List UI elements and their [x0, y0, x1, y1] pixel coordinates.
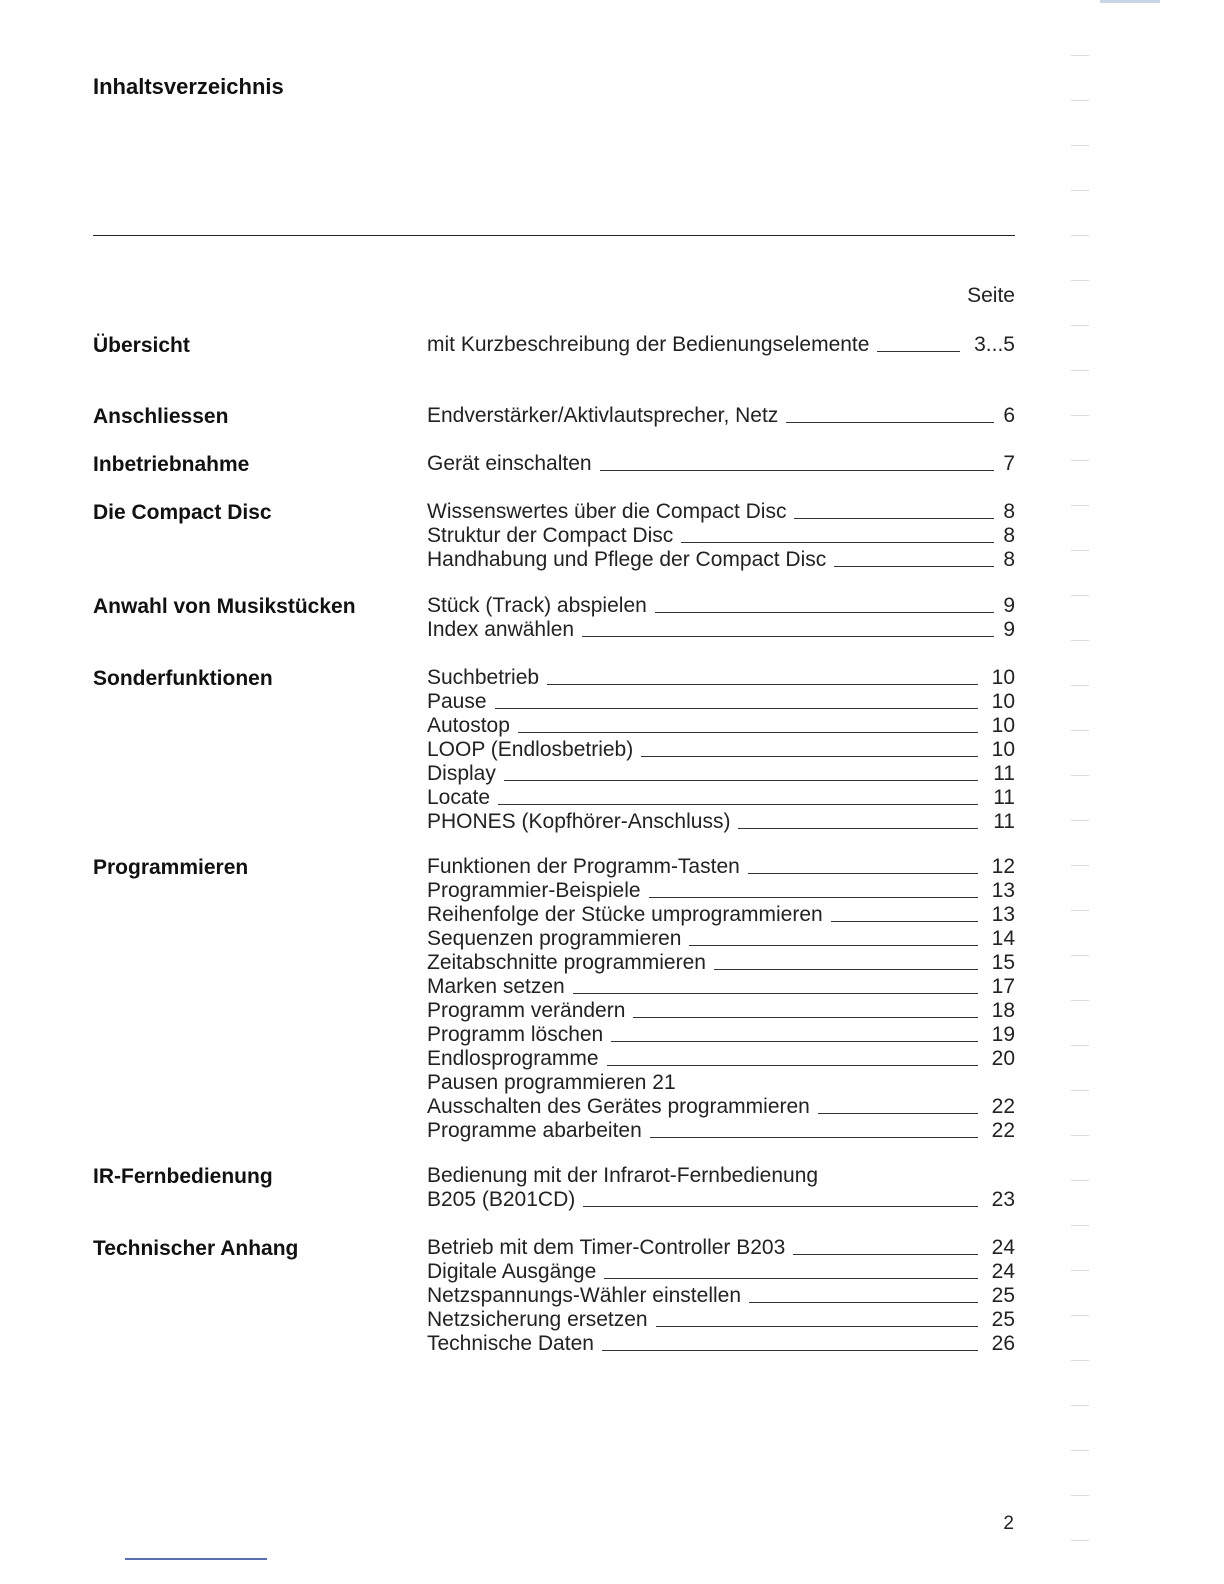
leader-line: [834, 566, 994, 567]
toc-entry: [427, 1284, 1015, 1308]
margin-tick: [1071, 1450, 1089, 1451]
leader-line: [786, 422, 994, 423]
toc-entry: [427, 951, 1015, 975]
toc-entry-title: Autostop: [427, 714, 510, 737]
margin-tick: [1071, 460, 1089, 461]
margin-tick: [1071, 100, 1089, 101]
section-heading: Die Compact Disc: [93, 501, 272, 524]
toc-entry-page: 15: [991, 951, 1015, 974]
toc-entry-page: 14: [991, 927, 1015, 950]
toc-entry: [427, 1236, 1015, 1260]
toc-entry-page: 13: [991, 879, 1015, 902]
toc-entry-page: 10: [991, 738, 1015, 761]
toc-entry: [427, 1047, 1015, 1071]
toc-entry-title: Digitale Ausgänge: [427, 1260, 597, 1283]
margin-tick: [1071, 820, 1089, 821]
toc-entry-title: Ausschalten des Gerätes programmieren: [427, 1095, 810, 1118]
toc-entry: [427, 786, 1015, 810]
margin-tick: [1071, 1495, 1089, 1496]
toc-entry-title: Pausen programmieren 21: [427, 1071, 676, 1094]
toc-entry-page: 7: [1003, 452, 1015, 475]
toc-entry: [427, 1260, 1015, 1284]
toc-entry: [427, 762, 1015, 786]
toc-entry-page: 17: [991, 975, 1015, 998]
toc-entry-page: 11: [993, 810, 1015, 833]
toc-entry: [427, 1188, 1015, 1212]
toc-entry: [427, 1071, 676, 1095]
section-heading: Anschliessen: [93, 405, 229, 428]
leader-line: [748, 873, 978, 874]
toc-entry: [427, 1119, 1015, 1143]
toc-entry-title: Struktur der Compact Disc: [427, 524, 674, 547]
toc-entry-title: Wissenswertes über die Compact Disc: [427, 500, 787, 523]
margin-tick: [1071, 910, 1089, 911]
toc-entry-title: mit Kurzbeschreibung der Bedienungselemente: [427, 333, 870, 356]
margin-tick-marks: [1071, 0, 1091, 1584]
toc-entry-title: Pause: [427, 690, 487, 713]
margin-tick: [1071, 955, 1089, 956]
toc-entry-title: Handhabung und Pflege der Compact Disc: [427, 548, 827, 571]
toc-entry-title: Reihenfolge der Stücke umprogrammieren: [427, 903, 823, 926]
toc-entry-title: Programm verändern: [427, 999, 626, 1022]
leader-line: [831, 921, 978, 922]
toc-entry: [427, 690, 1015, 714]
toc-entry-title: B205 (B201CD): [427, 1188, 576, 1211]
margin-tick: [1071, 1180, 1089, 1181]
toc-entry: [427, 1164, 818, 1188]
section-heading: Inbetriebnahme: [93, 453, 250, 476]
toc-entry-page: 9: [1003, 594, 1015, 617]
margin-tick: [1071, 55, 1089, 56]
toc-entry-title: Programm löschen: [427, 1023, 604, 1046]
leader-line: [611, 1041, 978, 1042]
margin-tick: [1071, 1540, 1089, 1541]
toc-entry-title: LOOP (Endlosbetrieb): [427, 738, 634, 761]
leader-line: [650, 1137, 978, 1138]
leader-line: [738, 828, 978, 829]
leader-line: [582, 636, 994, 637]
margin-tick: [1071, 640, 1089, 641]
toc-entry: [427, 855, 1015, 879]
toc-entry-title: Sequenzen programmieren: [427, 927, 682, 950]
leader-line: [877, 351, 960, 352]
margin-tick: [1071, 595, 1089, 596]
leader-line: [547, 684, 978, 685]
toc-entry-page: 11: [993, 762, 1015, 785]
toc-entry: [427, 548, 1015, 572]
toc-entry: [427, 524, 1015, 548]
margin-tick: [1071, 1000, 1089, 1001]
leader-line: [495, 708, 978, 709]
section-heading: Programmieren: [93, 856, 249, 879]
toc-entry-page: 10: [991, 666, 1015, 689]
leader-line: [714, 969, 978, 970]
toc-entry-page: 24: [991, 1260, 1015, 1283]
toc-entry-title: Endverstärker/Aktivlautsprecher, Netz: [427, 404, 779, 427]
toc-entry-page: 20: [991, 1047, 1015, 1070]
toc-entry-title: Display: [427, 762, 496, 785]
toc-entry-page: 10: [991, 690, 1015, 713]
leader-line: [656, 1326, 978, 1327]
margin-tick: [1071, 145, 1089, 146]
toc-entry-page: 3...5: [974, 333, 1015, 356]
margin-tick: [1071, 1360, 1089, 1361]
toc-entry: [427, 999, 1015, 1023]
toc-entry-title: Netzsicherung ersetzen: [427, 1308, 648, 1331]
leader-line: [573, 993, 978, 994]
toc-entry: [427, 714, 1015, 738]
toc-entry-page: 6: [1003, 404, 1015, 427]
toc-entry: [427, 618, 1015, 642]
toc-entry: [427, 666, 1015, 690]
toc-entry-page: 25: [991, 1308, 1015, 1331]
toc-entry-title: Suchbetrieb: [427, 666, 540, 689]
toc-entry: [427, 452, 1015, 476]
margin-tick: [1071, 1135, 1089, 1136]
section-heading: Anwahl von Musikstücken: [93, 595, 356, 618]
toc-entry-page: 8: [1003, 524, 1015, 547]
toc-entry-page: 8: [1003, 548, 1015, 571]
margin-tick: [1071, 685, 1089, 686]
toc-entry-page: 9: [1003, 618, 1015, 641]
margin-tick: [1071, 1315, 1089, 1316]
page-column-label: Seite: [967, 284, 1015, 307]
toc-entry: [427, 879, 1015, 903]
toc-entry: [427, 1095, 1015, 1119]
leader-line: [793, 1254, 978, 1255]
toc-entry-page: 22: [991, 1119, 1015, 1142]
leader-line: [641, 756, 978, 757]
toc-entry: [427, 500, 1015, 524]
toc-entry: [427, 1308, 1015, 1332]
toc-entry-title: Programme abarbeiten: [427, 1119, 642, 1142]
margin-tick: [1071, 235, 1089, 236]
toc-entry-title: Stück (Track) abspielen: [427, 594, 647, 617]
margin-tick: [1071, 1405, 1089, 1406]
toc-entry: [427, 903, 1015, 927]
margin-tick: [1071, 280, 1089, 281]
toc-entry: [427, 404, 1015, 428]
leader-line: [518, 732, 978, 733]
toc-entry: [427, 738, 1015, 762]
margin-tick: [1071, 190, 1089, 191]
toc-entry-page: 19: [991, 1023, 1015, 1046]
toc-entry-page: 11: [993, 786, 1015, 809]
margin-tick: [1071, 415, 1089, 416]
section-heading: Sonderfunktionen: [93, 667, 273, 690]
leader-line: [818, 1113, 978, 1114]
toc-entry-page: 22: [991, 1095, 1015, 1118]
toc-entry-title: PHONES (Kopfhörer-Anschluss): [427, 810, 731, 833]
toc-entry-title: Programmier-Beispiele: [427, 879, 641, 902]
margin-tick: [1071, 550, 1089, 551]
leader-line: [649, 897, 978, 898]
toc-entry-page: 25: [991, 1284, 1015, 1307]
margin-tick: [1071, 865, 1089, 866]
toc-entry-page: 23: [991, 1188, 1015, 1211]
leader-line: [583, 1206, 978, 1207]
toc-entry: [427, 1023, 1015, 1047]
toc-entry: [427, 594, 1015, 618]
toc-entry-title: Locate: [427, 786, 491, 809]
toc-entry: [427, 975, 1015, 999]
leader-line: [498, 804, 978, 805]
toc-entry-page: 26: [991, 1332, 1015, 1355]
toc-entry: [427, 333, 1015, 357]
toc-entry-title: Technische Daten: [427, 1332, 594, 1355]
toc-entry-title: Index anwählen: [427, 618, 575, 641]
toc-entry-title: Gerät einschalten: [427, 452, 592, 475]
leader-line: [504, 780, 978, 781]
margin-tick: [1071, 1225, 1089, 1226]
document-title: Inhaltsverzeichnis: [93, 74, 284, 99]
toc-entry-title: Marken setzen: [427, 975, 565, 998]
margin-tick: [1071, 775, 1089, 776]
leader-line: [749, 1302, 978, 1303]
toc-entry-title: Zeitabschnitte programmieren: [427, 951, 706, 974]
leader-line: [655, 612, 994, 613]
toc-entry-page: 10: [991, 714, 1015, 737]
toc-entry-title: Endlosprogramme: [427, 1047, 599, 1070]
margin-tick: [1071, 370, 1089, 371]
toc-entry-title: Funktionen der Programm-Tasten: [427, 855, 740, 878]
leader-line: [600, 470, 994, 471]
section-heading: Übersicht: [93, 334, 190, 357]
margin-tick: [1071, 730, 1089, 731]
toc-entry: [427, 810, 1015, 834]
margin-tick: [1071, 1270, 1089, 1271]
leader-line: [607, 1065, 978, 1066]
toc-entry-page: 12: [991, 855, 1015, 878]
leader-line: [604, 1278, 978, 1279]
page-number: 2: [1003, 1513, 1014, 1534]
leader-line: [689, 945, 978, 946]
section-heading: Technischer Anhang: [93, 1237, 299, 1260]
toc-entry-page: 13: [991, 903, 1015, 926]
toc-entry-title: Bedienung mit der Infrarot-Fernbedienung: [427, 1164, 819, 1187]
scan-edge-mark-bottom: [125, 1558, 267, 1560]
margin-tick: [1071, 1090, 1089, 1091]
leader-line: [602, 1350, 978, 1351]
toc-entry-title: Betrieb mit dem Timer-Controller B203: [427, 1236, 786, 1259]
margin-tick: [1071, 325, 1089, 326]
margin-tick: [1071, 1045, 1089, 1046]
margin-tick: [1071, 505, 1089, 506]
toc-entry-page: 24: [991, 1236, 1015, 1259]
leader-line: [794, 518, 994, 519]
toc-entry: [427, 927, 1015, 951]
toc-entry: [427, 1332, 1015, 1356]
toc-entry-title: Netzspannungs-Wähler einstellen: [427, 1284, 742, 1307]
toc-entry-page: 18: [991, 999, 1015, 1022]
section-heading: IR-Fernbedienung: [93, 1165, 273, 1188]
leader-line: [633, 1017, 978, 1018]
toc-entry-page: 8: [1003, 500, 1015, 523]
leader-line: [681, 542, 994, 543]
